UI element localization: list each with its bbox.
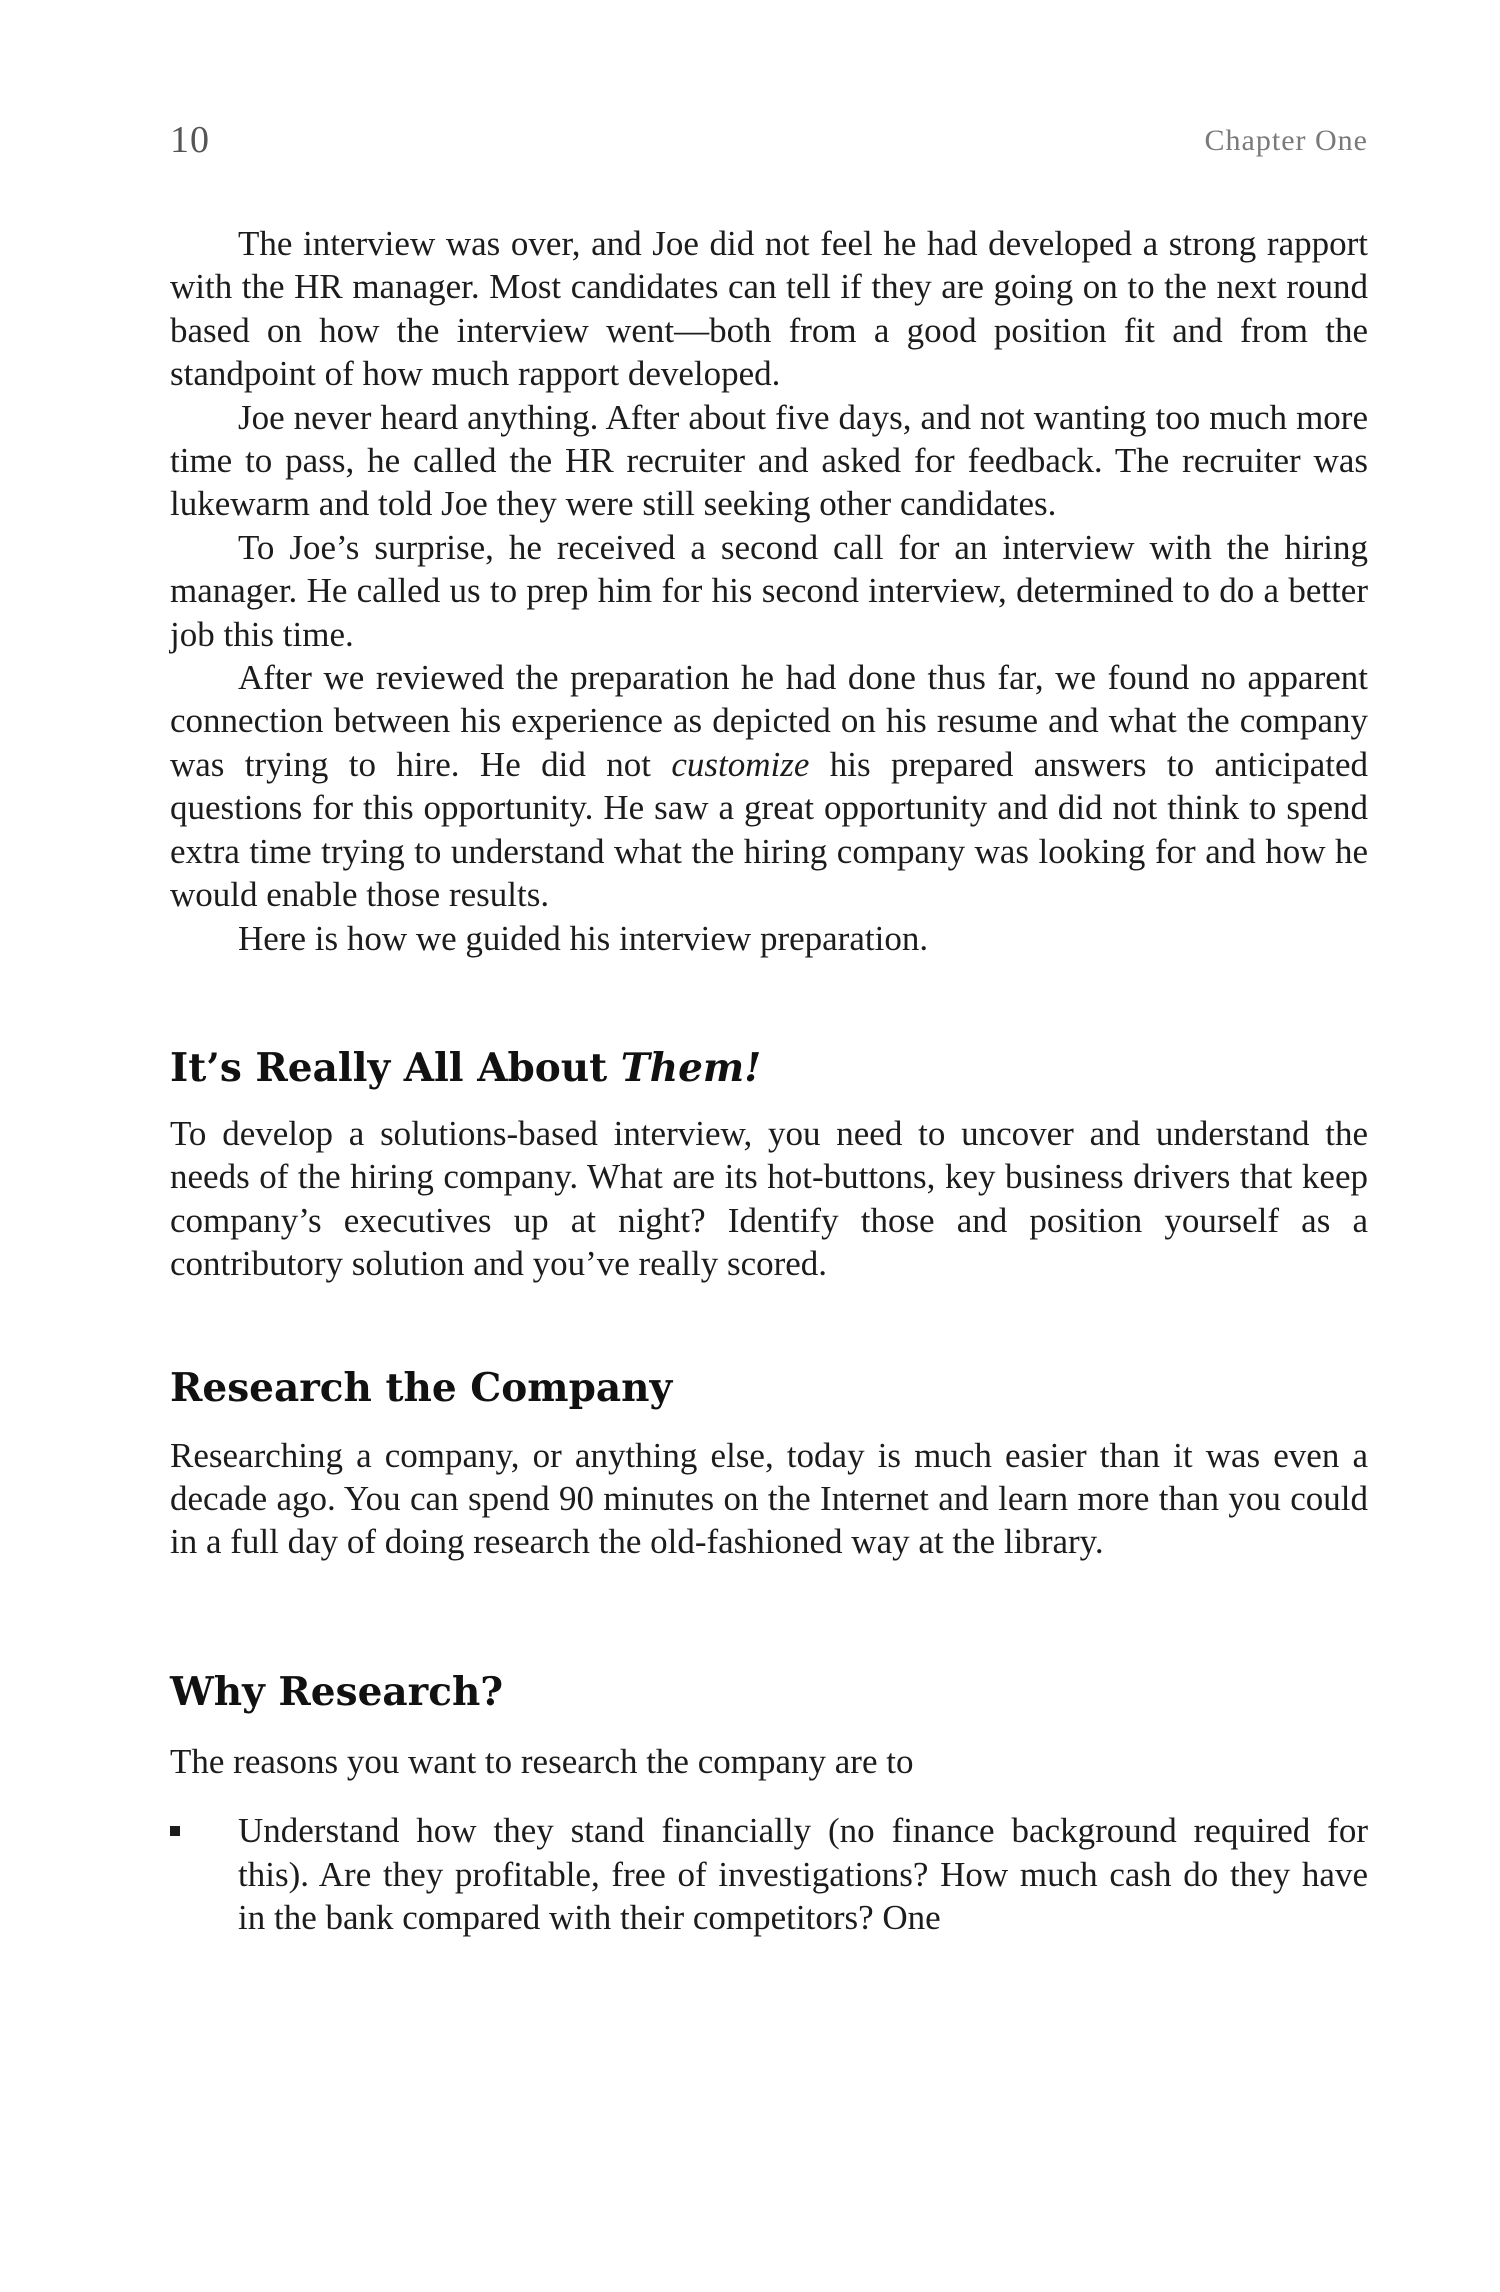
- heading-research-company: Research the Company: [170, 1364, 673, 1411]
- heading-about-them: [170, 1044, 1368, 1092]
- story-paragraph-4-start: After we reviewed the preparation he had done thus far, we found no apparent connection between his experience as depicted on his resume and what the company was trying to hire. He did not: [170, 658, 1368, 784]
- heading-why-research: Why Research?: [170, 1668, 504, 1715]
- story-paragraph-5: Here is how we guided his interview preparation.: [238, 918, 929, 958]
- customize-emphasis: customize: [671, 744, 810, 784]
- story-paragraph-4: [170, 656, 1368, 916]
- research-company-paragraph: Researching a company, or anything else, today is much easier than it was even a decade ago. You can spend 90 minutes on the Internet and learn more than you could in a full day of doing research the old-fashioned way at the library.: [170, 1435, 1368, 1562]
- heading-about-them-text: It’s Really All About: [170, 1044, 621, 1091]
- heading-them-emphasis: Them!: [620, 1044, 762, 1091]
- square-bullet-icon: [170, 1826, 180, 1836]
- list-item-text: Understand how they stand financially (no finance background required for this). Are they profitable, free of investigations? How much cash do they have in the bank compared with their competitors? One: [238, 1811, 1368, 1937]
- story-paragraph-1: The interview was over, and Joe did not feel he had developed a strong rapport with the HR manager. Most candidates can tell if they are going on to the next round based on how the interview went—both from a good position fit and from the standpoint of how much rapport developed.: [170, 224, 1368, 394]
- chapter-label: Chapter One: [1204, 124, 1368, 157]
- story-paragraph-4-end: his prepared answers to anticipated questions for this opportunity. He saw a great opportunity and did not think to spend extra time trying to understand what the hiring company was looking for and how he would enable those results.: [170, 744, 1368, 915]
- about-them-paragraph: To develop a solutions-based interview, you need to uncover and understand the needs of the hiring company. What are its hot-buttons, key business drivers that keep company’s executives up at night? Identify those and position yourself as a contributory solution and you’ve really scored.: [170, 1113, 1368, 1284]
- story-paragraph-2: Joe never heard anything. After about five days, and not wanting too much more time to pass, he called the HR recruiter and asked for feedback. The recruiter was lukewarm and told Joe they were still seeking other candidates.: [170, 397, 1368, 524]
- page-number: 10: [170, 119, 210, 161]
- list-item: [170, 1809, 1368, 1939]
- running-head: [170, 118, 1368, 168]
- story-paragraph-3: To Joe’s surprise, he received a second call for an interview with the hiring manager. He called us to prep him for his second interview, determined to do a better job this time.: [170, 527, 1368, 654]
- body-text: [170, 222, 1368, 1939]
- why-research-intro: The reasons you want to research the company are to: [170, 1741, 914, 1781]
